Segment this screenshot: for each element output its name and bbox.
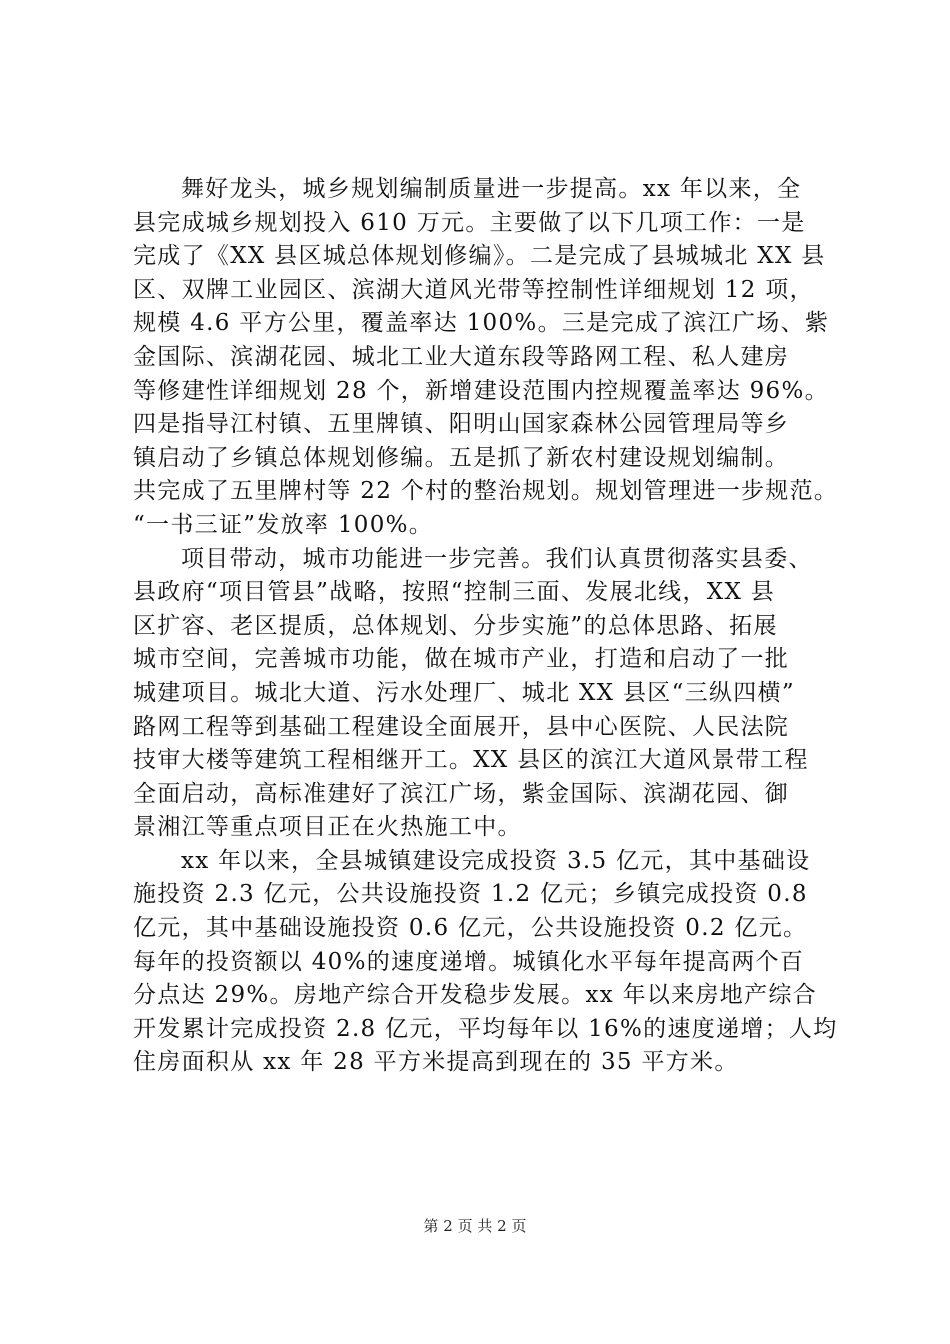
paragraph-1-line: “一书三证”发放率 100%。 bbox=[133, 511, 434, 538]
paragraph-1-line: 金国际、滨湖花园、城北工业大道东段等路网工程、私人建房 bbox=[133, 343, 790, 370]
paragraph-2-line: 路网工程等到基础工程建设全面展开，县中心医院、人民法院 bbox=[133, 713, 790, 740]
paragraph-1-line: 四是指导江村镇、五里牌镇、阳明山国家森林公园管理局等乡 bbox=[133, 411, 790, 438]
paragraph-2-line: 县政府“项目管县”战略，按照“控制三面、发展北线，XX 县 bbox=[133, 579, 776, 606]
paragraph-2-line: 城市空间，完善城市功能，做在城市产业，打造和启动了一批 bbox=[133, 646, 790, 673]
paragraph-2-line: 景湘江等重点项目正在火热施工中。 bbox=[133, 814, 522, 841]
paragraph-1-line: 完成了《XX 县区城总体规划修编》。二是完成了县城城北 XX 县 bbox=[133, 243, 826, 270]
paragraph-1-line: 县完成城乡规划投入 610 万元。主要做了以下几项工作：一是 bbox=[133, 209, 806, 236]
paragraph-1-line: 舞好龙头，城乡规划编制质量进一步提高。xx 年以来，全 bbox=[181, 176, 802, 202]
paragraph-3-line: 分点达 29%。房地产综合开发稳步发展。xx 年以来房地产综合 bbox=[133, 982, 817, 1009]
document-body bbox=[133, 173, 839, 1080]
paragraph-1-line: 规模 4.6 平方公里，覆盖率达 100%。三是完成了滨江广场、紫 bbox=[133, 310, 830, 337]
paragraph-3-line: 住房面积从 xx 年 28 平方米提高到现在的 35 平方米。 bbox=[133, 1049, 739, 1076]
paragraph-2-line: 区扩容、老区提质，总体规划、分步实施”的总体思路、拓展 bbox=[133, 612, 778, 639]
paragraph-2-line: 全面启动，高标准建好了滨江广场，紫金国际、滨湖花园、御 bbox=[133, 780, 790, 807]
page-number-indicator: 第 2 页 共 2 页 bbox=[423, 1217, 527, 1235]
page-footer bbox=[0, 1216, 950, 1236]
paragraph-3-line: xx 年以来，全县城镇建设完成投资 3.5 亿元，其中基础设 bbox=[181, 847, 811, 874]
paragraph-1-line: 等修建性详细规划 28 个，新增建设范围内控规覆盖率达 96%。 bbox=[133, 377, 829, 404]
paragraph-2-line: 城建项目。城北大道、污水处理厂、城北 XX 县区“三纵四横” bbox=[133, 679, 795, 706]
paragraph-3-line: 亿元，其中基础设施投资 0.6 亿元，公共设施投资 0.2 亿元。 bbox=[133, 915, 808, 942]
paragraph-3-line: 开发累计完成投资 2.8 亿元，平均每年以 16%的速度递增；人均 bbox=[133, 1015, 838, 1042]
paragraph-3-line: 每年的投资额以 40%的速度递增。城镇化水平每年提高两个百 bbox=[133, 948, 805, 975]
paragraph-3-line: 施投资 2.3 亿元，公共设施投资 1.2 亿元；乡镇完成投资 0.8 bbox=[133, 881, 808, 908]
paragraph-2-line: 项目带动，城市功能进一步完善。我们认真贯彻落实县委、 bbox=[181, 545, 813, 572]
paragraph-2-line: 技审大楼等建筑工程相继开工。XX 县区的滨江大道风景带工程 bbox=[133, 747, 809, 774]
paragraph-1-line: 共完成了五里牌村等 22 个村的整治规划。规划管理进一步规范。 bbox=[133, 478, 839, 505]
paragraph-1-line: 镇启动了乡镇总体规划修编。五是抓了新农村建设规划编制。 bbox=[133, 444, 790, 471]
paragraph-1-line: 区、双牌工业园区、滨湖大道风光带等控制性详细规划 12 项， bbox=[133, 276, 814, 303]
